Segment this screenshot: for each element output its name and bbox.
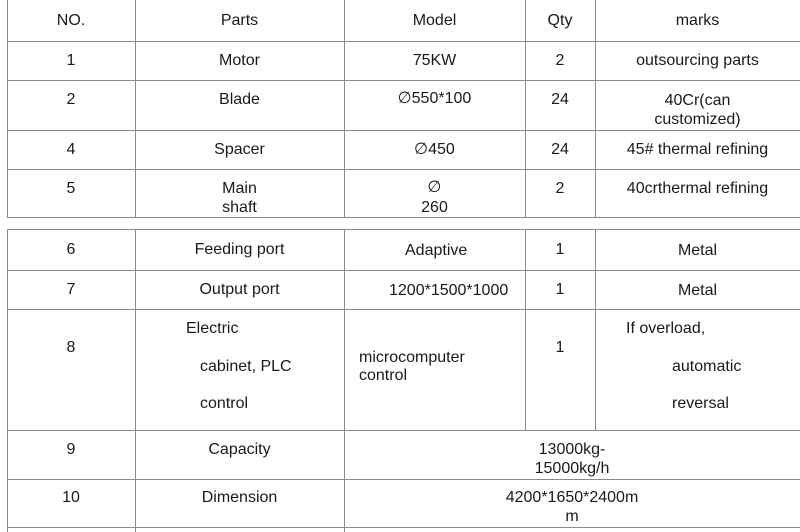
row-qty: 24: [551, 141, 569, 158]
row-parts: Feeding port: [194, 241, 285, 258]
row-marks-line1: If overload,: [626, 320, 706, 337]
row-divider: [7, 270, 800, 271]
table-border: [7, 229, 8, 532]
header-parts: Parts: [220, 12, 259, 29]
row-qty: 2: [555, 52, 565, 69]
row-model: ∅550*100: [397, 90, 472, 107]
row-parts: Motor: [219, 52, 260, 69]
row-parts-line3: control: [200, 395, 249, 412]
row-parts-line1: Main: [222, 180, 257, 197]
row-no: 9: [66, 441, 76, 458]
row-qty: 1: [555, 281, 565, 298]
row-marks-line2: customized): [654, 111, 741, 128]
row-no: 4: [66, 141, 76, 158]
column-divider: [135, 229, 136, 532]
row-marks-line3: reversal: [672, 395, 729, 412]
row-marks: Metal: [677, 242, 718, 259]
row-model-line2: 260: [421, 199, 448, 216]
row-parts: Dimension: [201, 489, 278, 506]
row-qty: 2: [555, 180, 565, 197]
row-marks: 40crthermal refining: [626, 180, 769, 197]
row-model-line1: ∅: [427, 179, 442, 196]
row-divider: [7, 430, 800, 431]
spec-table-bottom: [7, 229, 800, 532]
row-no: 8: [66, 339, 76, 356]
row-marks: Metal: [677, 282, 718, 299]
spec-table-top: [7, 0, 800, 218]
header-model: Model: [412, 12, 457, 29]
row-parts-line2: cabinet, PLC: [200, 358, 292, 375]
row-divider: [7, 169, 800, 170]
row-qty: 1: [555, 241, 565, 258]
row-model-line2: control: [359, 367, 408, 384]
row-divider: [7, 527, 800, 528]
column-divider: [344, 229, 345, 532]
row-marks: 45# thermal refining: [626, 141, 769, 158]
header-qty: Qty: [547, 12, 573, 29]
row-divider: [7, 41, 800, 42]
row-parts: Output port: [199, 281, 280, 298]
row-value-line2: 15000kg/h: [534, 460, 610, 477]
row-no: 5: [66, 180, 76, 197]
row-value-line1: 13000kg-: [538, 441, 606, 458]
table-border: [7, 229, 800, 230]
row-marks: outsourcing parts: [636, 52, 759, 69]
row-model-line1: microcomputer: [359, 349, 465, 366]
row-divider: [7, 479, 800, 480]
row-parts: Capacity: [208, 441, 271, 458]
row-divider: [7, 80, 800, 81]
header-no: NO.: [56, 12, 86, 29]
row-model: ∅450: [414, 141, 455, 158]
row-parts: Blade: [219, 91, 260, 108]
row-marks-line1: 40Cr(can: [664, 92, 731, 109]
row-no: 1: [66, 52, 76, 69]
row-model: 1200*1500*1000: [389, 282, 509, 299]
row-qty: 1: [555, 339, 565, 356]
row-divider: [7, 309, 800, 310]
row-parts-line1: Electric: [186, 320, 239, 337]
row-value-line1: 4200*1650*2400m: [505, 489, 639, 506]
header-marks: marks: [675, 12, 720, 29]
row-no: 10: [62, 489, 80, 506]
row-divider: [7, 130, 800, 131]
row-marks-line2: automatic: [672, 358, 742, 375]
row-parts: Spacer: [214, 141, 265, 158]
row-parts-line2: shaft: [222, 199, 257, 216]
row-no: 6: [66, 241, 76, 258]
row-model: 75KW: [412, 52, 457, 69]
row-qty: 24: [551, 91, 569, 108]
row-no: 7: [66, 281, 76, 298]
row-no: 2: [66, 91, 76, 108]
row-model: Adaptive: [405, 242, 468, 259]
row-value-line2: m: [565, 508, 579, 525]
